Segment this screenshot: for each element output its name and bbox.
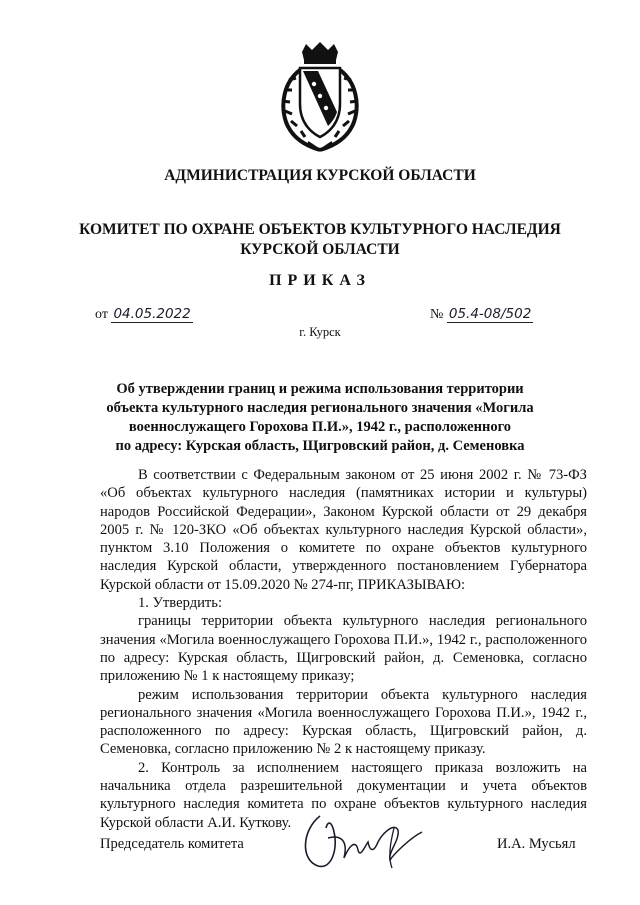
subject-line: по адресу: Курская область, Щигровский район, д. Семеновка <box>115 438 525 454</box>
number-prefix: № <box>430 307 444 322</box>
handwritten-signature-icon <box>298 808 438 874</box>
body-paragraph: режим использования территории объекта культурного наследия регионального значения «Могила военнослужащего Горохова П.И.», 1942 г., расположенного по адресу: Курская область, Щигровский район, д. Семеновка, согласно приложению № 2 к настоящему приказу. <box>100 686 587 758</box>
body-paragraph: В соответствии с Федеральным законом от 25 июня 2002 г. № 73-ФЗ «Об объектах культурного наследия (памятниках истории и культуры) народов Российской Федерации», Законом Курской области от 29 декабря 2005 г. № 120-ЗКО «Об объектах культурного наследия Курской области», пунктом 3.10 Положения о комитете по охране объектов культурного наследия Курской области, утвержденного постановлением Губернатора Курской области от 15.09.2020 № 274-пг, ПРИКАЗЫВАЮ: <box>100 467 587 593</box>
date-prefix: от <box>95 307 108 322</box>
subject-line: объекта культурного наследия регионального значения «Могила <box>106 400 534 416</box>
body-paragraph: 2. Контроль за исполнением настоящего приказа возложить на начальника отдела разрешительной документации и учета объектов культурного наследия комитета по охране объектов культурного наследия Курской области А.И. Куткову. <box>100 759 587 831</box>
committee-title-line-1: КОМИТЕТ ПО ОХРАНЕ ОБЪЕКТОВ КУЛЬТУРНОГО НАСЛЕДИЯ <box>79 221 561 238</box>
committee-title <box>0 220 640 260</box>
date-value: 04.05.2022 <box>113 306 191 322</box>
subject-line: Об утверждении границ и режима использования территории <box>116 381 524 397</box>
city-label: г. Курск <box>299 325 341 339</box>
order-subject <box>100 380 540 456</box>
order-number <box>430 306 533 323</box>
kursk-coat-of-arms-icon <box>270 42 370 154</box>
number-value: 05.4-08/502 <box>448 306 532 322</box>
subject-line: военнослужащего Горохова П.И.», 1942 г., расположенного <box>128 419 512 435</box>
document-type: ПРИКАЗ <box>269 272 371 289</box>
body-paragraph: границы территории объекта культурного наследия регионального значения «Могила военнослужащего Горохова П.И.», 1942 г., расположенного по адресу: Курская область, Щигровский район, д. Семеновка, согласно приложению № 1 к настоящему приказу; <box>100 613 587 685</box>
administration-title: АДМИНИСТРАЦИЯ КУРСКОЙ ОБЛАСТИ <box>164 167 476 184</box>
committee-title-line-2: КУРСКОЙ ОБЛАСТИ <box>240 241 400 258</box>
order-body <box>100 466 587 832</box>
signatory-position: Председатель комитета <box>100 836 244 852</box>
order-date <box>95 306 193 323</box>
body-paragraph: 1. Утвердить: <box>138 595 223 612</box>
signatory-name: И.А. Мусьял <box>497 836 576 852</box>
